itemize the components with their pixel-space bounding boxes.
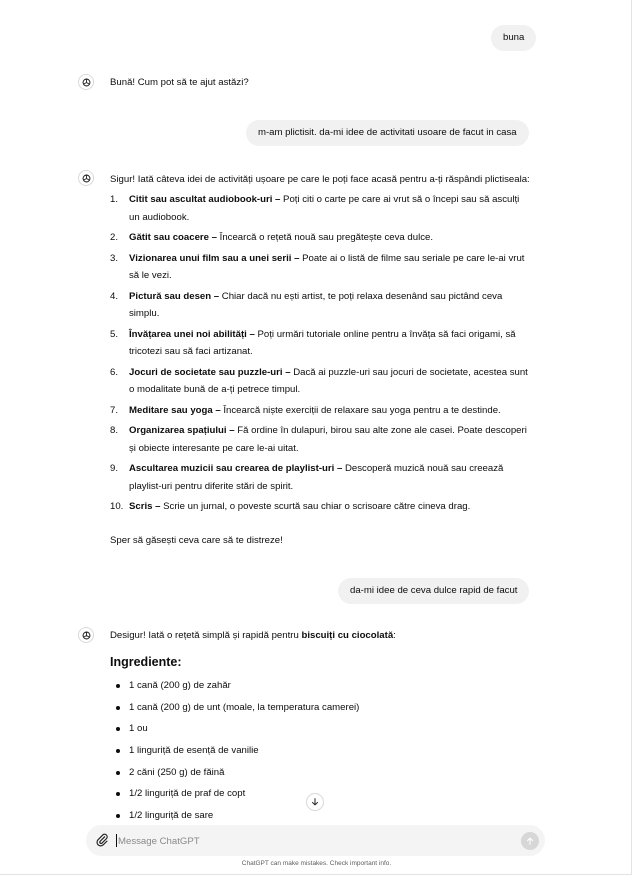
ingredient-text: 1/2 linguriță de sare xyxy=(129,810,214,822)
list-item xyxy=(114,742,359,764)
ingredients-heading: Ingrediente: xyxy=(110,655,182,669)
list-item xyxy=(110,422,535,457)
bullet-icon xyxy=(116,771,120,775)
list-item-text: Dacă ai puzzle-uri sau jocuri de societate, acestea sunt xyxy=(290,366,528,378)
list-item-number: 2. xyxy=(110,232,119,243)
list-item-title: Ascultarea muzicii sau crearea de playlist-uri – xyxy=(129,463,343,474)
assistant-message-text: Bună! Cum pot să te ajut astăzi? xyxy=(110,77,249,88)
ingredient-text: 1 ou xyxy=(129,723,148,735)
assistant-recipe-intro xyxy=(110,629,396,643)
list-item-number: 4. xyxy=(110,290,119,302)
list-item-text-cont: playlist-uri pentru diferite stări de spirit. xyxy=(129,480,294,492)
ingredient-text: 1 cană (200 g) de unt (moale, la temperatura camerei) xyxy=(129,701,360,713)
list-item xyxy=(114,699,359,721)
openai-logo-icon xyxy=(81,77,92,88)
activities-list xyxy=(110,191,535,519)
list-item-text: Scrie un jurnal, o poveste scurtă sau chiar o scrisoare către cineva drag. xyxy=(160,501,471,512)
list-item xyxy=(110,288,535,323)
scroll-to-bottom-button[interactable] xyxy=(306,793,324,811)
list-item-title: Jocuri de societate sau puzzle-uri – xyxy=(129,366,291,378)
message-composer xyxy=(86,825,545,856)
text-caret xyxy=(116,834,117,847)
user-message-text: buna xyxy=(503,32,525,43)
paperclip-icon[interactable] xyxy=(95,833,109,847)
list-item-text-cont: să le vezi. xyxy=(129,270,172,281)
arrow-down-icon xyxy=(310,797,320,807)
assistant-intro-text: Sigur! Iată câteva idei de activități ușoare pe care le poți face acasă pentru a-ți răspândi plictiseala: xyxy=(110,174,530,185)
assistant-avatar xyxy=(78,74,94,90)
ingredient-text: 1/2 linguriță de praf de copt xyxy=(129,788,246,800)
ingredient-text: 1 cană (200 g) de zahăr xyxy=(129,680,231,691)
list-item-text-cont: tricotezi sau să faci artizanat. xyxy=(129,346,253,357)
message-input[interactable] xyxy=(116,831,500,851)
list-item-text: Încearcă o rețetă nouă sau pregătește ceva dulce. xyxy=(217,232,433,243)
ingredient-text: 2 căni (250 g) de făină xyxy=(129,766,225,778)
recipe-intro-prefix: Desigur! Iată o rețetă simplă și rapidă pentru xyxy=(110,630,302,641)
list-item-text: Încearcă niște exerciții de relaxare sau yoga pentru a te destinde. xyxy=(220,404,501,416)
list-item-title: Învățarea unei noi abilități – xyxy=(129,328,255,340)
list-item-title: Scris – xyxy=(129,501,161,512)
list-item-number: 9. xyxy=(110,463,119,474)
list-item xyxy=(114,764,359,786)
list-item-title: Vizionarea unui film sau a unei serii – xyxy=(129,252,300,264)
list-item-text: Poate ai o listă de filme sau seriale pe care le-ai vrut xyxy=(299,252,525,264)
list-item-text-cont: un audiobook. xyxy=(129,211,190,223)
list-item xyxy=(110,229,535,247)
list-item-text: Poți citi o carte pe care ai vrut să o începi sau să asculți xyxy=(280,194,520,205)
user-message-bubble xyxy=(246,120,529,146)
list-item-number: 6. xyxy=(110,366,119,378)
list-item-text-cont: simplu. xyxy=(129,308,160,319)
list-item xyxy=(110,498,535,516)
assistant-avatar xyxy=(78,627,94,643)
openai-logo-icon xyxy=(81,630,92,641)
list-item-number: 5. xyxy=(110,328,119,340)
bullet-icon xyxy=(116,814,120,818)
list-item-number: 3. xyxy=(110,252,119,264)
arrow-up-icon xyxy=(525,836,535,846)
list-item xyxy=(110,402,535,420)
list-item-title: Organizarea spațiului – xyxy=(129,425,235,436)
list-item xyxy=(110,250,535,285)
list-item-text: Fă ordine în dulapuri, birou sau alte zone ale casei. Poate descoperi xyxy=(234,425,527,436)
user-message-bubble xyxy=(491,25,536,51)
bullet-icon xyxy=(116,792,120,796)
list-item-title: Citit sau ascultat audiobook-uri – xyxy=(129,194,281,205)
bullet-icon xyxy=(116,749,120,753)
bullet-icon xyxy=(116,706,120,710)
user-message-text: da-mi idee de ceva dulce rapid de facut xyxy=(350,585,518,596)
list-item-text-cont: și obiecte interesante pe care le-ai uitat. xyxy=(129,442,299,454)
list-item-text-cont: o modalitate bună de a-ți petrece timpul. xyxy=(129,384,301,395)
list-item xyxy=(110,191,535,226)
list-item-title: Meditare sau yoga – xyxy=(129,404,221,416)
list-item xyxy=(114,720,359,742)
list-item xyxy=(114,677,359,699)
bullet-icon xyxy=(116,727,120,731)
list-item-text: Descoperă muzică nouă sau creează xyxy=(342,463,504,474)
assistant-outro-text: Sper să găsești ceva care să te distreze! xyxy=(110,535,283,546)
list-item-number: 8. xyxy=(110,425,119,436)
list-item-title: Gătit sau coacere – xyxy=(129,232,217,243)
list-item-number: 7. xyxy=(110,404,119,416)
list-item-number: 10. xyxy=(110,501,124,512)
disclaimer-footer: ChatGPT can make mistakes. Check important info. xyxy=(241,860,392,867)
openai-logo-icon xyxy=(81,173,92,184)
list-item xyxy=(110,326,535,361)
user-message-text: m-am plictisit. da-mi idee de activitati usoare de facut in casa xyxy=(258,127,517,138)
send-button[interactable] xyxy=(521,832,539,850)
recipe-intro-suffix: : xyxy=(393,630,396,641)
list-item-title: Pictură sau desen – xyxy=(129,290,220,302)
assistant-avatar xyxy=(78,170,94,186)
list-item-text: Chiar dacă nu ești artist, te poți relaxa desenând sau pictând ceva xyxy=(219,290,503,302)
user-message-bubble xyxy=(338,578,529,604)
recipe-intro-bold: biscuiți cu ciocolată xyxy=(301,630,394,641)
list-item xyxy=(110,364,535,399)
bullet-icon xyxy=(116,684,120,688)
list-item xyxy=(110,460,535,495)
list-item-text: Poți urmări tutoriale online pentru a învăța să faci origami, să xyxy=(254,328,516,340)
ingredient-text: 1 linguriță de esență de vanilie xyxy=(129,745,259,757)
list-item-number: 1. xyxy=(110,194,119,205)
